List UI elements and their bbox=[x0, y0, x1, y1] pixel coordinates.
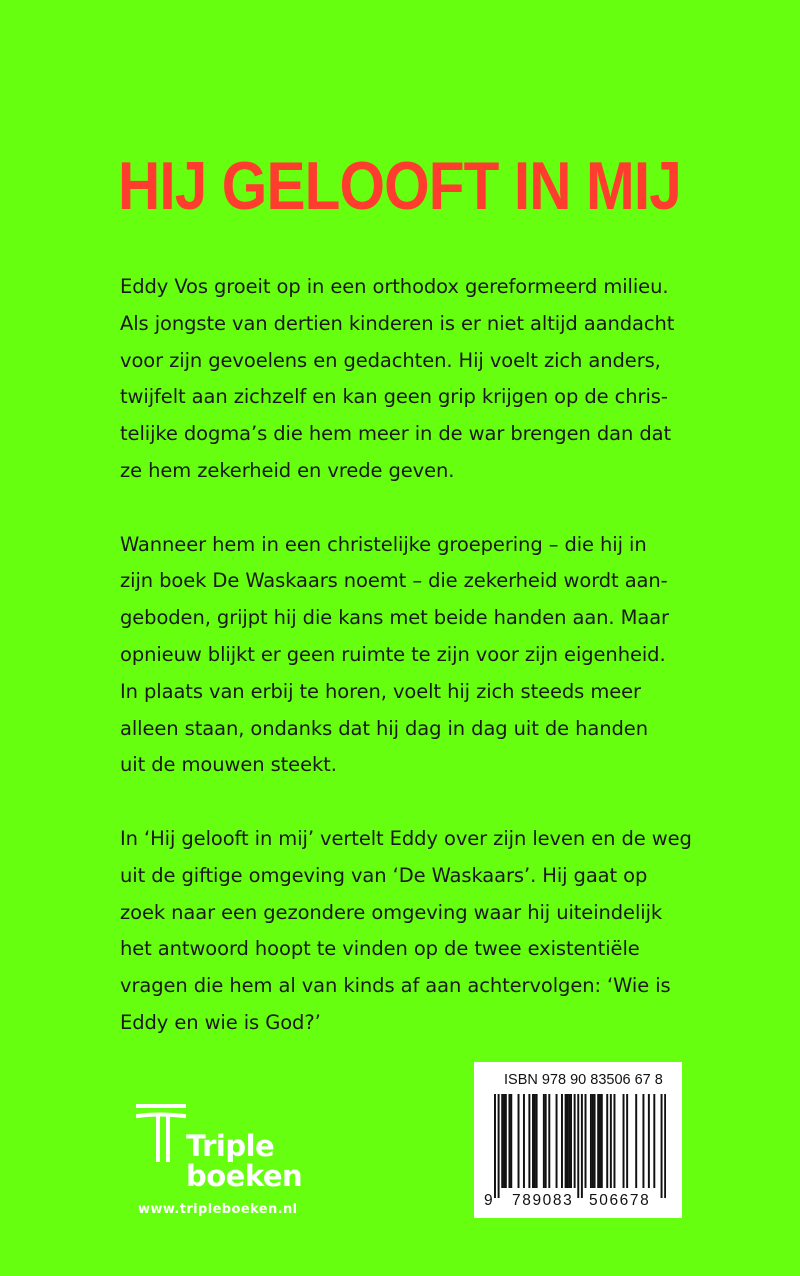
barcode-bar bbox=[528, 1094, 530, 1188]
barcode-bar bbox=[653, 1094, 655, 1188]
barcode-bar bbox=[532, 1094, 534, 1188]
ean-first-digit: 9 bbox=[484, 1192, 493, 1209]
barcode-bar bbox=[566, 1094, 568, 1188]
barcode-bar bbox=[635, 1094, 637, 1188]
barcode-bar bbox=[494, 1094, 496, 1198]
barcode-bar bbox=[623, 1094, 625, 1188]
text-line: Eddy en wie is God?’ bbox=[120, 1010, 321, 1034]
barcode-bar bbox=[648, 1094, 650, 1188]
barcode-bar bbox=[503, 1094, 505, 1188]
barcode-bar bbox=[594, 1094, 596, 1188]
barcode-bar bbox=[568, 1094, 570, 1188]
barcode-bar bbox=[601, 1094, 603, 1188]
isbn-barcode bbox=[474, 1062, 682, 1218]
barcode-bar bbox=[523, 1094, 525, 1188]
blurb-paragraph-3 bbox=[120, 821, 700, 1042]
barcode-bar bbox=[592, 1094, 594, 1188]
barcode-bar bbox=[561, 1094, 563, 1188]
publisher-name-line1: Triple bbox=[186, 1129, 275, 1163]
barcode-bar bbox=[664, 1094, 666, 1198]
text-line: uit de mouwen steekt. bbox=[120, 753, 337, 777]
text-line: uit de giftige omgeving van ‘De Waskaars’. Hij gaat op bbox=[120, 863, 648, 887]
book-title: HIJ GELOOFT IN MIJ bbox=[118, 148, 681, 224]
blurb-paragraph-1 bbox=[120, 269, 700, 490]
blurb bbox=[120, 269, 700, 1079]
barcode-bar bbox=[585, 1094, 587, 1188]
publisher-name-line2: boeken bbox=[186, 1159, 303, 1193]
barcode-bar bbox=[518, 1094, 520, 1188]
barcode-bar bbox=[626, 1094, 628, 1188]
barcode-bar bbox=[606, 1094, 608, 1188]
barcode-bar bbox=[534, 1094, 536, 1188]
publisher-logo bbox=[136, 1100, 336, 1220]
blurb-paragraph-2 bbox=[120, 527, 700, 785]
barcode-bar bbox=[581, 1094, 583, 1198]
barcode-bar bbox=[610, 1094, 612, 1188]
barcode-bar bbox=[590, 1094, 592, 1188]
barcode-bars bbox=[494, 1094, 666, 1198]
barcode-bar bbox=[536, 1094, 538, 1188]
text-line: twijfelt aan zichzelf en kan geen grip krijgen op de chris- bbox=[120, 385, 668, 409]
barcode-bar bbox=[661, 1094, 663, 1198]
text-line: telijke dogma’s die hem meer in de war brengen dan dat bbox=[120, 422, 671, 446]
text-line: In ‘Hij gelooft in mij’ vertelt Eddy over zijn leven en de weg bbox=[120, 826, 692, 850]
barcode-bar bbox=[510, 1094, 512, 1188]
text-line: Als jongste van dertien kinderen is er niet altijd aandacht bbox=[120, 311, 675, 335]
text-line: geboden, grijpt hij die kans met beide handen aan. Maar bbox=[120, 606, 669, 630]
barcode-bar bbox=[545, 1094, 547, 1188]
text-line: In plaats van erbij te horen, voelt hij zich steeds meer bbox=[120, 679, 641, 703]
ean-right-digits: 506678 bbox=[589, 1192, 651, 1209]
ean-left-digits: 789083 bbox=[512, 1192, 574, 1209]
barcode-bar bbox=[597, 1094, 599, 1188]
text-line: zijn boek De Waskaars noemt – die zekerheid wordt aan- bbox=[120, 569, 668, 593]
barcode-bar bbox=[498, 1094, 500, 1198]
barcode-bar bbox=[508, 1094, 510, 1188]
barcode-bar bbox=[599, 1094, 601, 1188]
isbn-label: ISBN 978 90 83506 67 8 bbox=[504, 1072, 663, 1088]
text-line: Eddy Vos groeit op in een orthodox gereformeerd milieu. bbox=[120, 275, 669, 298]
barcode-bar bbox=[565, 1094, 567, 1188]
barcode-bar bbox=[574, 1094, 576, 1188]
barcode-bar bbox=[570, 1094, 572, 1188]
text-line: vragen die hem al van kinds af aan achtervolgen: ‘Wie is bbox=[120, 974, 671, 998]
publisher-website: www.tripleboeken.nl bbox=[138, 1202, 298, 1217]
barcode-bar bbox=[613, 1094, 615, 1188]
barcode-bar bbox=[556, 1094, 558, 1188]
text-line: ze hem zekerheid en vrede geven. bbox=[120, 458, 455, 482]
barcode-bar bbox=[505, 1094, 507, 1188]
barcode-bar bbox=[501, 1094, 503, 1188]
barcode-bar bbox=[548, 1094, 550, 1188]
barcode-bar bbox=[577, 1094, 579, 1198]
barcode-bar bbox=[543, 1094, 545, 1188]
text-line: voor zijn gevoelens en gedachten. Hij voelt zich anders, bbox=[120, 348, 661, 372]
text-line: zoek naar een gezondere omgeving waar hij uiteindelijk bbox=[120, 900, 663, 924]
barcode-bar bbox=[642, 1094, 644, 1188]
text-line: alleen staan, ondanks dat hij dag in dag uit de handen bbox=[120, 716, 648, 740]
text-line: het antwoord hoopt te vinden op de twee existentiële bbox=[120, 937, 640, 961]
text-line: opnieuw blijkt er geen ruimte te zijn voor zijn eigenheid. bbox=[120, 642, 666, 666]
text-line: Wanneer hem in een christelijke groepering – die hij in bbox=[120, 532, 647, 556]
